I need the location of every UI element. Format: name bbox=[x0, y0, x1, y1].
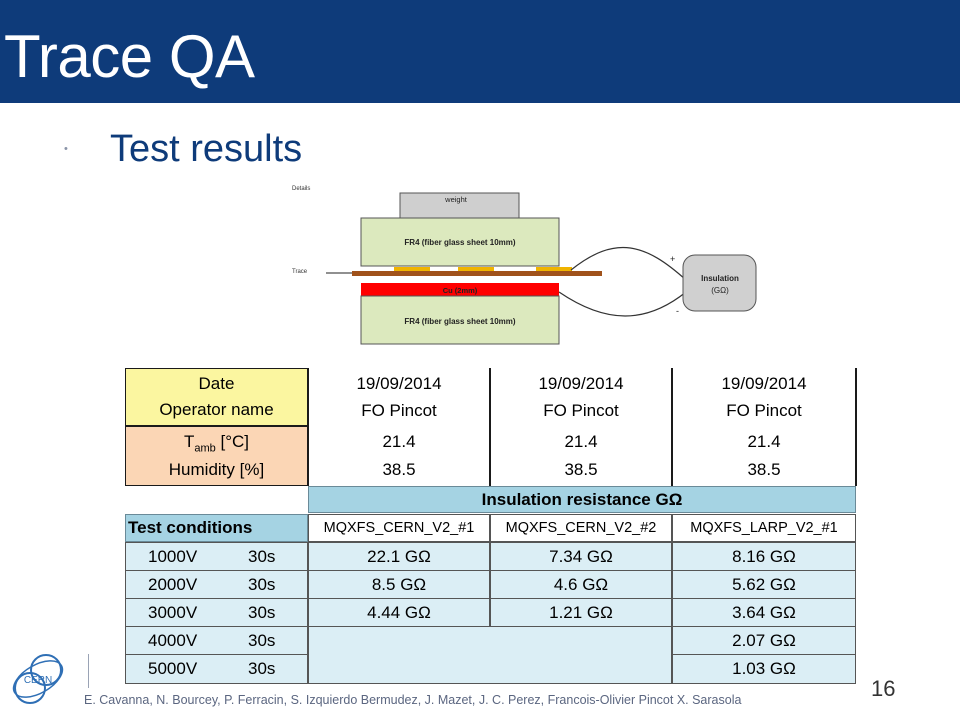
voltage-value: 4000V bbox=[148, 631, 198, 650]
resistance-value: 4.44 GΩ bbox=[308, 598, 490, 628]
insulation-meter bbox=[683, 255, 756, 311]
minus-label: - bbox=[676, 306, 679, 316]
duration-value: 30s bbox=[248, 659, 276, 678]
column-divider bbox=[855, 368, 857, 486]
date-operator-label-cell bbox=[125, 368, 308, 426]
date-value: 19/09/2014 bbox=[538, 373, 624, 393]
results-table bbox=[120, 366, 858, 684]
details-label: Details bbox=[292, 186, 311, 192]
date-value: 19/09/2014 bbox=[721, 373, 807, 393]
voltage-value: 5000V bbox=[148, 659, 198, 678]
resistance-value: 7.34 GΩ bbox=[490, 542, 672, 572]
slide-subtitle: Test results bbox=[110, 128, 303, 170]
resistance-value: 4.6 GΩ bbox=[490, 570, 672, 600]
test-condition-cell bbox=[125, 654, 308, 684]
cu-label: Cu (2mm) bbox=[442, 286, 478, 295]
insulation-resistance-header: Insulation resistance GΩ bbox=[308, 486, 856, 513]
resistance-value: 8.16 GΩ bbox=[672, 542, 856, 572]
sample3-date-cell bbox=[672, 368, 856, 426]
logo-divider bbox=[88, 654, 89, 688]
column-divider bbox=[489, 368, 491, 486]
conditions-label-cell bbox=[125, 426, 308, 486]
operator-value: FO Pincot bbox=[543, 400, 619, 420]
voltage-value: 1000V bbox=[148, 547, 198, 566]
test-condition-cell bbox=[125, 570, 308, 600]
sample-header: MQXFS_CERN_V2_#2 bbox=[490, 514, 672, 542]
duration-value: 30s bbox=[248, 547, 276, 566]
tamb-value: 21.4 bbox=[564, 432, 598, 451]
resistance-value: 3.64 GΩ bbox=[672, 598, 856, 628]
voltage-value: 3000V bbox=[148, 603, 198, 622]
sample-header: MQXFS_CERN_V2_#1 bbox=[308, 514, 490, 542]
slide-title: Trace QA bbox=[4, 23, 255, 90]
test-conditions-header: Test conditions bbox=[125, 514, 308, 542]
sample-header: MQXFS_LARP_V2_#1 bbox=[672, 514, 856, 542]
fr4-bottom-label: FR4 (fiber glass sheet 10mm) bbox=[404, 317, 516, 326]
voltage-value: 2000V bbox=[148, 575, 198, 594]
sample1-date-cell bbox=[308, 368, 490, 426]
sample2-conditions-cell bbox=[490, 426, 672, 486]
humidity-value: 38.5 bbox=[747, 460, 781, 479]
operator-value: FO Pincot bbox=[361, 400, 437, 420]
footer-authors: E. Cavanna, N. Bourcey, P. Ferracin, S. Izquierdo Bermudez, J. Mazet, J. C. Perez, Francois-Olivier Pincot X. Sarasola bbox=[84, 693, 742, 707]
fr4-top-label: FR4 (fiber glass sheet 10mm) bbox=[404, 238, 516, 247]
cern-logo-text: CERN bbox=[23, 675, 53, 686]
resistance-value: 8.5 GΩ bbox=[308, 570, 490, 600]
resistance-value: 2.07 GΩ bbox=[672, 626, 856, 656]
page-number: 16 bbox=[871, 676, 896, 701]
sample1-conditions-cell bbox=[308, 426, 490, 486]
test-condition-cell bbox=[125, 626, 308, 656]
humidity-value: 38.5 bbox=[564, 460, 598, 479]
test-condition-cell bbox=[125, 598, 308, 628]
trace-strip bbox=[352, 271, 602, 276]
date-value: 19/09/2014 bbox=[356, 373, 442, 393]
test-condition-cell bbox=[125, 542, 308, 572]
plus-label: + bbox=[670, 254, 676, 264]
column-divider bbox=[307, 368, 309, 486]
sample2-date-cell bbox=[490, 368, 672, 426]
duration-value: 30s bbox=[248, 603, 276, 622]
tamb-value: 21.4 bbox=[382, 432, 416, 451]
meter-unit-label: (GΩ) bbox=[711, 286, 729, 295]
bullet-dot: • bbox=[64, 143, 68, 155]
wire-negative bbox=[559, 292, 686, 316]
duration-value: 30s bbox=[248, 575, 276, 594]
tamb-label: $T_{amb}$ [°C] bbox=[183, 431, 250, 455]
date-label: Date bbox=[198, 374, 235, 393]
not-tested-merged-cell bbox=[308, 626, 672, 684]
duration-value: 30s bbox=[248, 631, 276, 650]
operator-value: FO Pincot bbox=[726, 400, 802, 420]
tamb-value: 21.4 bbox=[747, 432, 781, 451]
meter-label: Insulation bbox=[701, 274, 739, 283]
column-divider bbox=[671, 368, 673, 486]
humidity-label: Humidity [%] bbox=[168, 460, 265, 480]
trace-label: Trace bbox=[292, 269, 308, 275]
test-setup-diagram bbox=[286, 184, 764, 346]
operator-label: Operator name bbox=[159, 400, 274, 419]
sample3-conditions-cell bbox=[672, 426, 856, 486]
humidity-value: 38.5 bbox=[382, 460, 416, 479]
resistance-value: 22.1 GΩ bbox=[308, 542, 490, 572]
resistance-value: 1.03 GΩ bbox=[672, 654, 856, 684]
weight-label: weight bbox=[445, 195, 467, 204]
cern-logo bbox=[8, 648, 70, 710]
resistance-value: 5.62 GΩ bbox=[672, 570, 856, 600]
resistance-value: 1.21 GΩ bbox=[490, 598, 672, 628]
